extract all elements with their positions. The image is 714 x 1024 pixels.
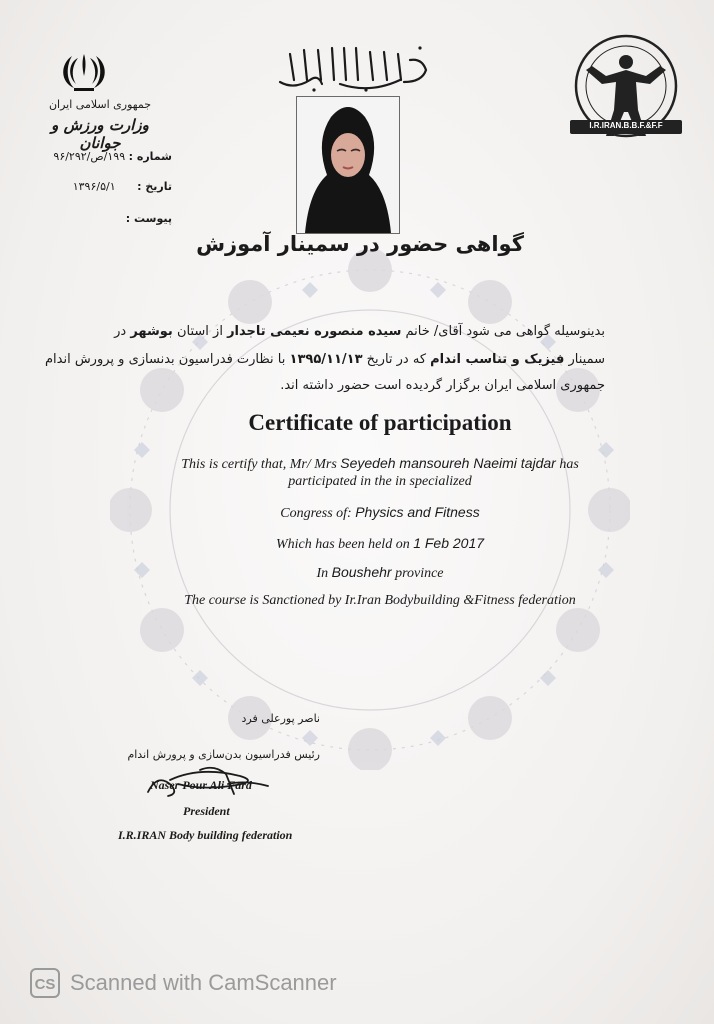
bismillah-calligraphy (270, 40, 440, 96)
en-line1-pre: This is certify that, Mr/ Mrs (181, 457, 337, 472)
persian-body-line-2 (44, 350, 605, 370)
english-line-3 (80, 504, 680, 522)
participant-name-fa: سیده منصوره نعیمی تاجدار (227, 324, 402, 339)
en-line5-pre: In (316, 566, 329, 581)
reference-number-value: ۱۹۹/ص/۹۶/۲۹۲ (53, 150, 126, 163)
en-line3-pre: Congress of: (280, 506, 352, 521)
persian-body-line-1 (100, 322, 605, 342)
republic-name: جمهوری اسلامی ایران (48, 98, 152, 111)
participant-name-en: Seyedeh mansoureh Naeimi tajdar (340, 455, 556, 471)
seminar-name-fa: فیزیک و تناسب اندام (430, 352, 565, 367)
iran-emblem-icon (60, 50, 108, 96)
date-row (22, 180, 172, 193)
en-line5-post: province (395, 566, 444, 581)
fa-line2-post: با نظارت فدراسیون بدنسازی و پرورش اندام (44, 352, 286, 367)
signatory-title-en: President (183, 804, 230, 818)
reference-number-label: شماره : (128, 150, 172, 163)
held-date-en: 1 Feb 2017 (413, 535, 485, 551)
signatory-title-fa: رئیس فدراسیون بدن‌سازی و پرورش اندام (127, 748, 320, 761)
english-line-4 (80, 535, 680, 553)
date-label: تاریخ : (137, 180, 172, 193)
participant-photo (296, 96, 400, 234)
reference-number-row (22, 150, 172, 163)
fa-line1-mid: از استان (176, 324, 223, 339)
province-fa: بوشهر (130, 324, 173, 339)
attachment-row (22, 212, 172, 225)
persian-certificate-title: گواهی حضور در سمینار آموزش (196, 232, 524, 256)
attachment-label: پیوست : (125, 212, 172, 225)
signatory-name-fa: ناصر پورعلی فرد (241, 712, 320, 725)
fa-line1-pre: بدینوسیله گواهی می شود آقای/ خانم (405, 324, 605, 339)
camscanner-watermark-text: Scanned with CamScanner (70, 970, 337, 995)
en-line4-pre: Which has been held on (275, 537, 410, 552)
fa-line1-post: در (114, 324, 127, 339)
en-line1-post: has (559, 457, 579, 472)
english-line-5 (80, 564, 680, 582)
seminar-date-fa: ۱۳۹۵/۱۱/۱۳ (289, 352, 363, 367)
federation-bodybuilder-logo (560, 28, 692, 148)
date-value: ۱۳۹۶/۵/۱ (72, 180, 116, 193)
city-en: Boushehr (331, 564, 392, 580)
congress-name-en: Physics and Fitness (355, 504, 480, 520)
participant-portrait-drawing (297, 97, 399, 233)
english-line-6: The course is Sanctioned by Ir.Iran Bodybuilding &Fitness federation (184, 593, 576, 608)
english-line-1 (80, 455, 680, 473)
federation-logo (560, 28, 692, 148)
federation-logo-caption: I.R.IRAN.B.B.F.&F.F (589, 121, 663, 130)
ministry-name: وزارت ورزش و جوانان (51, 116, 149, 152)
english-certificate-title: Certificate of participation (248, 410, 512, 435)
camscanner-badge-icon: CS (30, 968, 60, 998)
signatory-organization-en: I.R.IRAN Body building federation (118, 828, 293, 842)
fa-line2-pre: سمینار (568, 352, 605, 367)
english-line-2: participated in the in specialized (288, 474, 472, 489)
fa-line2-mid: که در تاریخ (366, 352, 427, 367)
bismillah-calligraphy-drawing (270, 40, 440, 96)
signatory-name-en: Naser Pour Ali Fard (150, 778, 252, 792)
persian-body-line-3: جمهوری اسلامی ایران برگزار گردیده است حضور داشته اند. (280, 378, 605, 393)
